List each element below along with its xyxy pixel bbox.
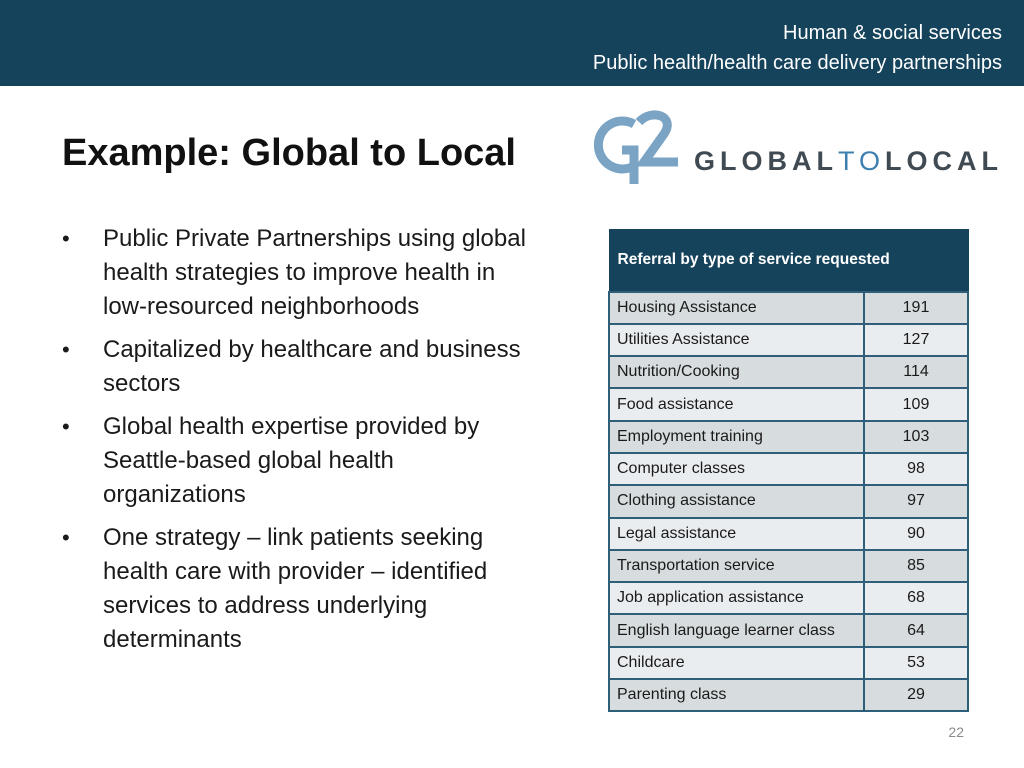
logo-wordmark — [694, 146, 1003, 177]
logo-word-global: GLOBAL — [694, 146, 838, 176]
header-line-1: Human & social services — [783, 22, 1002, 44]
table-row — [609, 485, 968, 517]
header-bar — [0, 0, 1024, 86]
count-cell: 103 — [864, 421, 968, 453]
service-cell: Utilities Assistance — [609, 324, 864, 356]
table-row — [609, 388, 968, 420]
service-cell: Legal assistance — [609, 518, 864, 550]
service-cell: Computer classes — [609, 453, 864, 485]
table-row — [609, 453, 968, 485]
bullet-item: • One strategy – link patients seeking health care with provider – identified services to address underlying determinants — [60, 521, 530, 657]
logo-word-to: TO — [838, 146, 886, 176]
global-to-local-logo — [594, 106, 1003, 188]
referral-table — [608, 229, 969, 712]
table-row — [609, 421, 968, 453]
count-cell: 97 — [864, 485, 968, 517]
logo-word-local: LOCAL — [885, 146, 1003, 176]
service-cell: Job application assistance — [609, 582, 864, 614]
table-row — [609, 582, 968, 614]
table-row — [609, 518, 968, 550]
service-cell: Employment training — [609, 421, 864, 453]
table-row — [609, 324, 968, 356]
table-row — [609, 647, 968, 679]
service-cell: Housing Assistance — [609, 292, 864, 324]
table-header: Referral by type of service requested — [609, 230, 968, 292]
g2l-logo-mark-icon — [594, 106, 694, 188]
count-cell: 90 — [864, 518, 968, 550]
service-cell: Food assistance — [609, 388, 864, 420]
header-line-2: Public health/health care delivery partnerships — [592, 52, 1002, 74]
count-cell: 85 — [864, 550, 968, 582]
service-cell: English language learner class — [609, 614, 864, 646]
count-cell: 68 — [864, 582, 968, 614]
count-cell: 53 — [864, 647, 968, 679]
table-row — [609, 356, 968, 388]
service-cell: Transportation service — [609, 550, 864, 582]
count-cell: 109 — [864, 388, 968, 420]
bullet-item: • Global health expertise provided by Seattle-based global health organizations — [60, 410, 530, 512]
service-cell: Clothing assistance — [609, 485, 864, 517]
page-number: 22 — [948, 724, 964, 740]
count-cell: 98 — [864, 453, 968, 485]
bullet-item: • Public Private Partnerships using global health strategies to improve health in low-resourced neighborhoods — [60, 222, 530, 324]
slide-title: Example: Global to Local — [62, 132, 516, 174]
service-cell: Childcare — [609, 647, 864, 679]
count-cell: 29 — [864, 679, 968, 711]
count-cell: 127 — [864, 324, 968, 356]
table-row — [609, 292, 968, 324]
count-cell: 114 — [864, 356, 968, 388]
table-row — [609, 679, 968, 711]
count-cell: 64 — [864, 614, 968, 646]
bullet-item: • Capitalized by healthcare and business sectors — [60, 333, 530, 401]
service-cell: Parenting class — [609, 679, 864, 711]
service-cell: Nutrition/Cooking — [609, 356, 864, 388]
table-row — [609, 614, 968, 646]
count-cell: 191 — [864, 292, 968, 324]
table-row — [609, 550, 968, 582]
bullet-list — [60, 222, 530, 666]
